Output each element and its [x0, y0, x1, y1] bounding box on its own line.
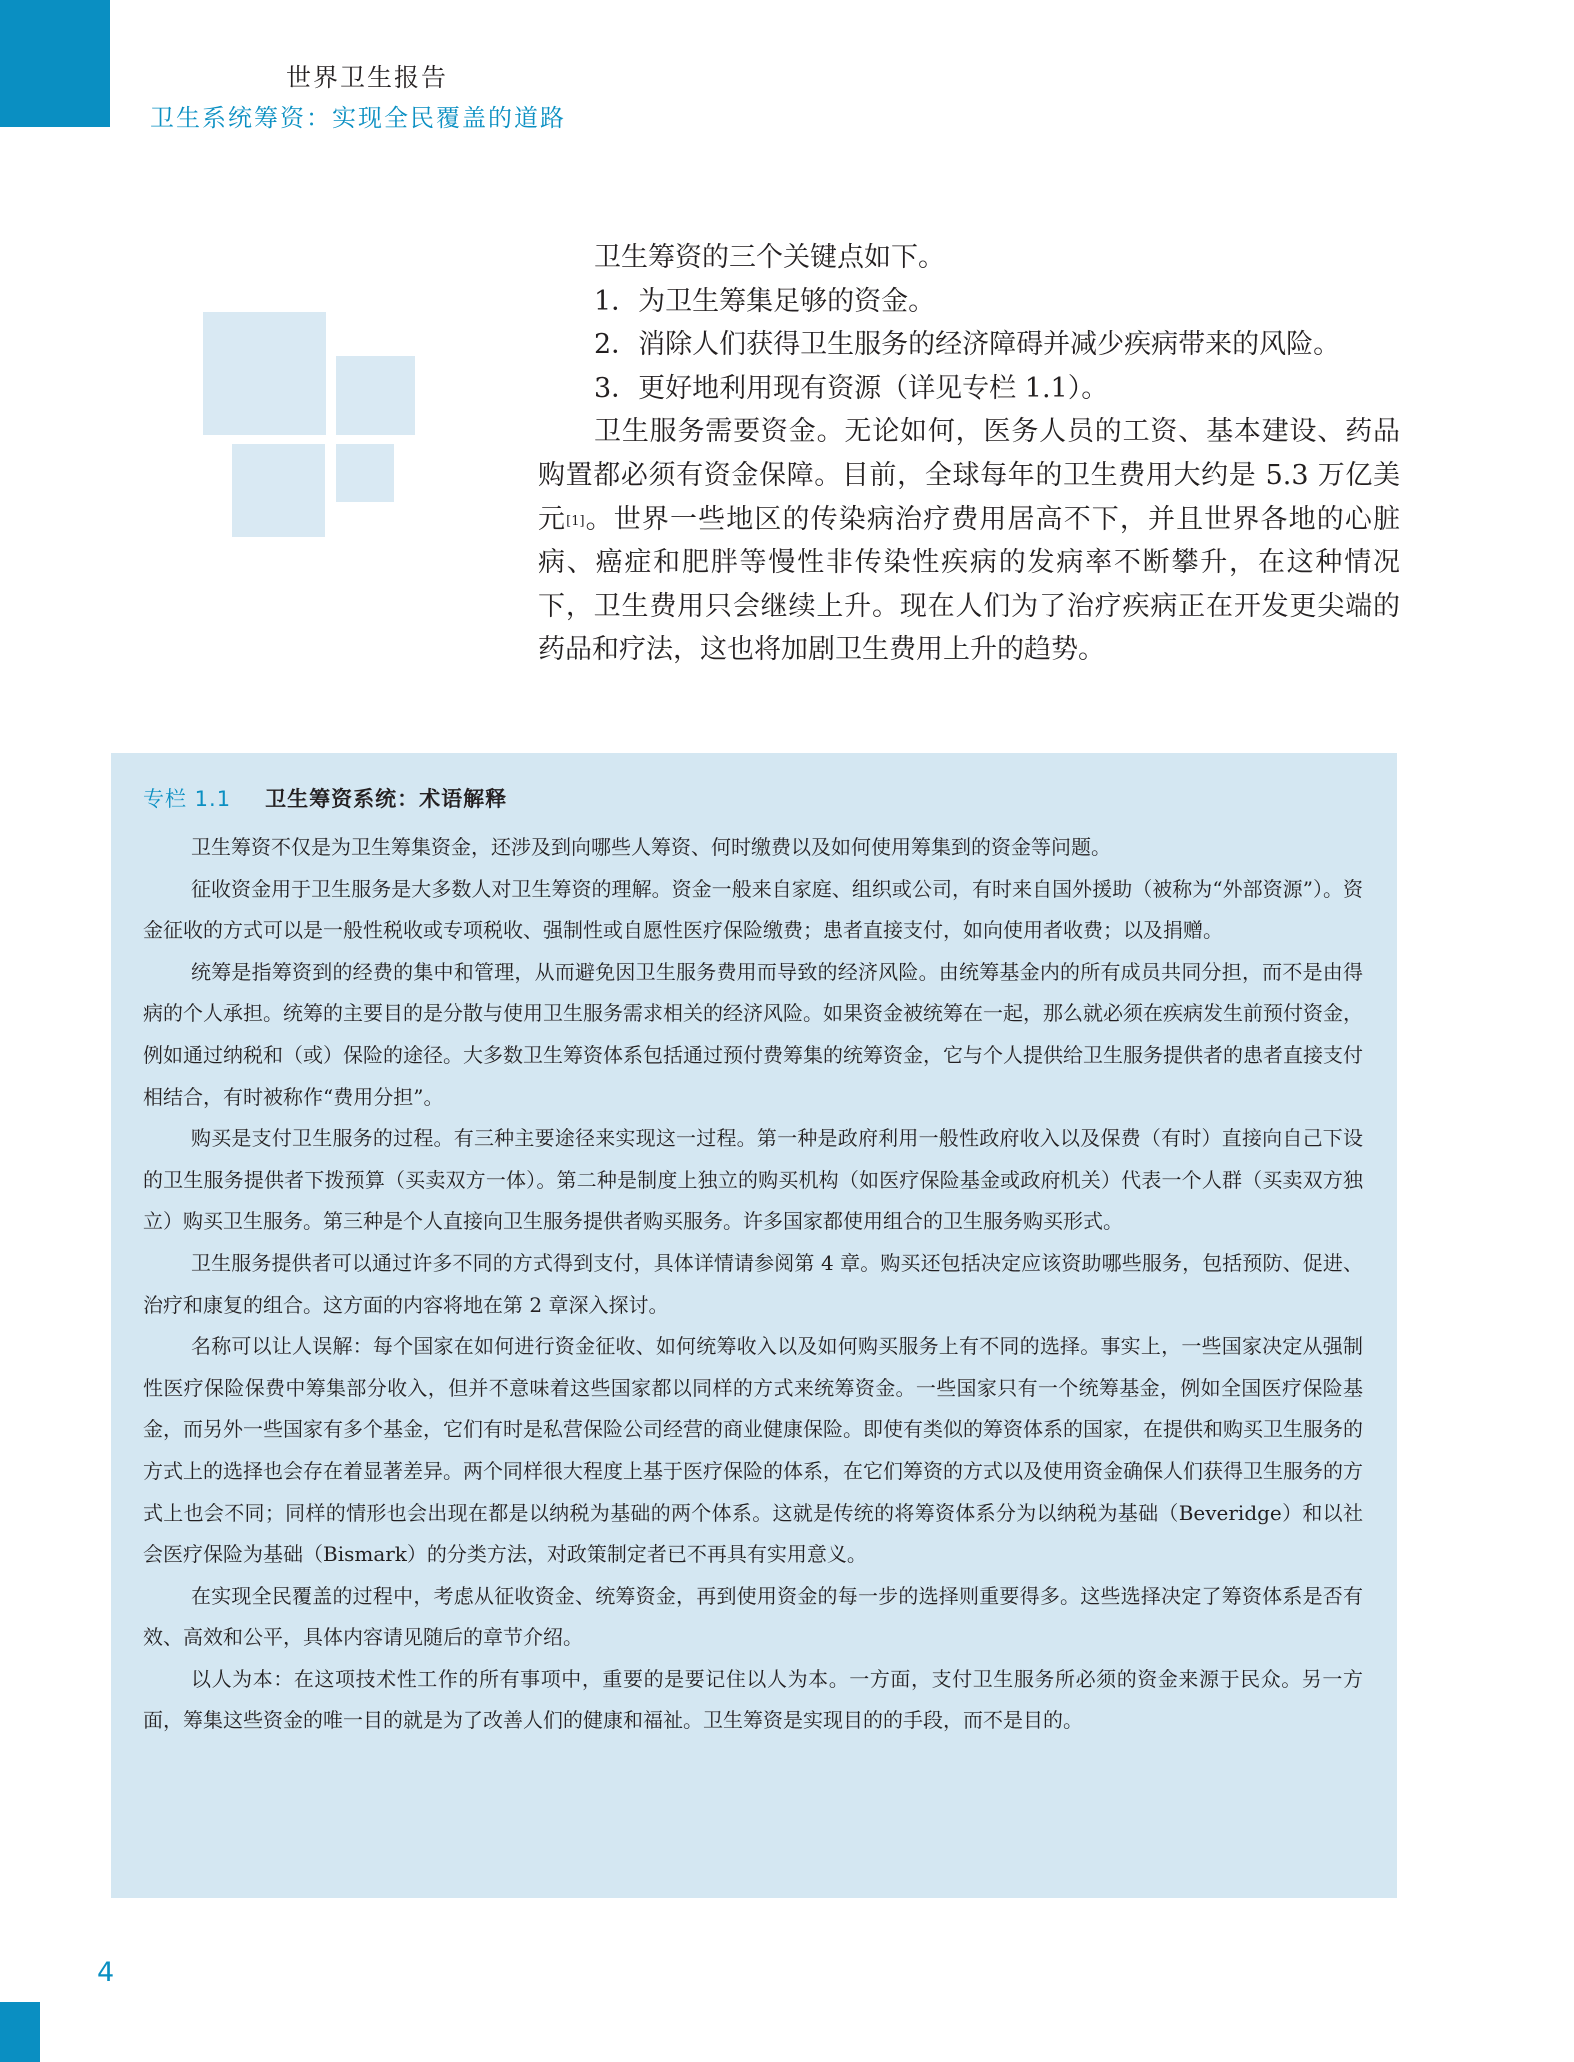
intro-line: 卫生筹资的三个关键点如下。 — [594, 242, 945, 273]
body-paragraph — [538, 410, 1400, 672]
box-paragraph: 征收资金用于卫生服务是大多数人对卫生筹资的理解。资金一般来自家庭、组织或公司，有时来自国外援助（被称为“外部资源”）。资金征收的方式可以是一般性税收或专项税收、强制性或自愿性医疗保险缴费；患者直接支付，如向使用者收费；以及捐赠。 — [143, 876, 1363, 943]
box-paragraph: 以人为本：在这项技术性工作的所有事项中，重要的是要记住以人为本。一方面，支付卫生服务所必须的资金来源于民众。另一方面，筹集这些资金的唯一目的就是为了改善人们的健康和福祉。卫生筹资是实现目的的手段，而不是目的。 — [143, 1666, 1363, 1733]
box-paragraph: 卫生筹资不仅是为卫生筹集资金，还涉及到向哪些人筹资、何时缴费以及如何使用筹集到的资金等问题。 — [191, 835, 1111, 859]
box-paragraph: 统筹是指筹资到的经费的集中和管理，从而避免因卫生服务费用而导致的经济风险。由统筹基金内的所有成员共同分担，而不是由得病的个人承担。统筹的主要目的是分散与使用卫生服务需求相关的经济风险。如果资金被统筹在一起，那么就必须在疾病发生前预付资金，例如通过纳税和（或）保险的途径。大多数卫生筹资体系包括通过预付费筹集的统筹资金，它与个人提供给卫生服务提供者的患者直接支付相结合，有时被称作“费用分担”。 — [143, 959, 1363, 1109]
sidebar-box — [111, 753, 1397, 1898]
box-paragraph: 名称可以让人误解：每个国家在如何进行资金征收、如何统筹收入以及如何购买服务上有不同的选择。事实上，一些国家决定从强制性医疗保险保费中筹集部分收入，但并不意味着这些国家都以同样的方式来统筹资金。一些国家只有一个统筹基金，例如全国医疗保险基金，而另外一些国家有多个基金，它们有时是私营保险公司经营的商业健康保险。即使有类似的筹资体系的国家，在提供和购买卫生服务的方式上的选择也会存在着显著差异。两个同样很大程度上基于医疗保险的体系，在它们筹资的方式以及使用资金确保人们获得卫生服务的方式上也会不同；同样的情形也会出现在都是以纳税为基础的两个体系。这就是传统的将筹资体系分为以纳税为基础（Beveridge）和以社会医疗保险为基础（Bismark）的分类方法，对政策制定者已不再具有实用意义。 — [143, 1334, 1363, 1567]
box-body — [143, 827, 1363, 1742]
report-title: 世界卫生报告 — [286, 63, 449, 92]
box-paragraph: 卫生服务提供者可以通过许多不同的方式得到支付，具体详情请参阅第 4 章。购买还包括决定应该资助哪些服务，包括预防、促进、治疗和康复的组合。这方面的内容将地在第 2 章深入探讨。 — [143, 1250, 1363, 1317]
bottom-color-tab — [0, 2002, 40, 2062]
box-paragraph: 在实现全民覆盖的过程中，考虑从征收资金、统筹资金，再到使用资金的每一步的选择则重要得多。这些选择决定了筹资体系是否有效、高效和公平，具体内容请见随后的章节介绍。 — [143, 1583, 1363, 1650]
box-label: 专栏 1.1 — [143, 787, 232, 811]
page-number: 4 — [97, 1957, 115, 1988]
box-title: 卫生筹资系统：术语解释 — [265, 787, 508, 811]
decorative-square — [336, 356, 415, 435]
citation-ref[interactable]: [1] — [566, 513, 585, 529]
paragraph-text: 。世界一些地区的传染病治疗费用居高不下，并且世界各地的心脏病、癌症和肥胖等慢性非传染性疾病的发病率不断攀升，在这种情况下，卫生费用只会继续上升。现在人们为了治疗疾病正在开发更尖端的药品和疗法，这也将加剧卫生费用上升的趋势。 — [538, 503, 1401, 666]
corner-color-tab — [0, 0, 110, 127]
box-heading — [143, 783, 1363, 813]
paragraph-text: 卫生服务需要资金。无论如何，医务人员的工资、基本建设、药品购置都必须有资金保障。目前，全球每年的卫生费用大约是 5.3 万亿美元 — [538, 416, 1400, 535]
key-point: 1．为卫生筹集足够的资金。 — [594, 285, 936, 317]
box-paragraph: 购买是支付卫生服务的过程。有三种主要途径来实现这一过程。第一种是政府利用一般性政府收入以及保费（有时）直接向自己下设的卫生服务提供者下拨预算（买卖双方一体）。第二种是制度上独立的购买机构（如医疗保险基金或政府机关）代表一个人群（买卖双方独立）购买卫生服务。第三种是个人直接向卫生服务提供者购买服务。许多国家都使用组合的卫生服务购买形式。 — [143, 1126, 1363, 1234]
decorative-square — [232, 444, 325, 537]
key-point: 2．消除人们获得卫生服务的经济障碍并减少疾病带来的风险。 — [594, 329, 1341, 361]
report-subtitle: 卫生系统筹资：实现全民覆盖的道路 — [150, 104, 566, 132]
decorative-square — [336, 444, 394, 502]
main-body-text — [538, 236, 1400, 672]
decorative-square — [203, 312, 326, 435]
key-point: 3．更好地利用现有资源（详见专栏 1.1）。 — [594, 372, 1109, 404]
